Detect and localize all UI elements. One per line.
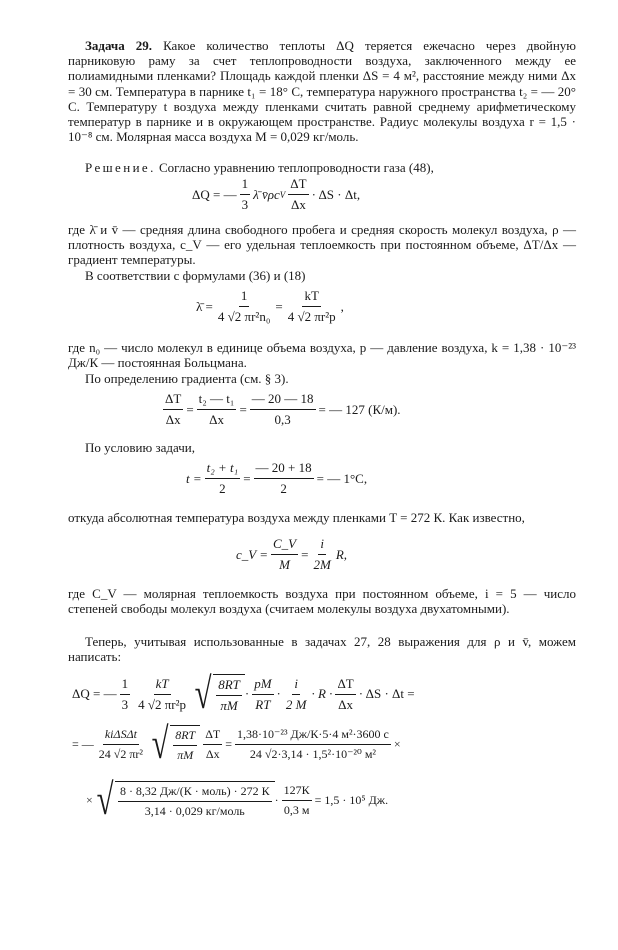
eq8-num-1: 127К [282, 783, 312, 801]
paragraph-2: В соответствии с формулами (36) и (18) [85, 268, 306, 283]
eq4-frac-1 [205, 460, 241, 497]
paragraph-8: Теперь, учитывая использованные в задачах 27, 28 выражения для ρ и v̄, можем написать: [68, 634, 576, 665]
eq2-num-1: 1 [239, 288, 250, 307]
eq7-rad-num: 8RT [173, 728, 197, 746]
eq3-rhs: = — 127 (К/м). [318, 401, 401, 417]
eq1-mid: λ̄ v̄ρc [253, 186, 280, 202]
eq5-num-1: C_V [271, 536, 298, 555]
equation-3 [160, 391, 401, 428]
eq2-frac-1 [216, 288, 272, 325]
equation-6 [72, 669, 415, 718]
eq7-rad-den: πM [177, 748, 194, 762]
eq4-frac-2 [254, 460, 314, 497]
eq4-rhs: = — 1°C, [316, 470, 368, 486]
eq8-lhs: × [86, 792, 93, 807]
equation-4 [186, 460, 367, 497]
eq5-den-2: 2M [313, 557, 331, 572]
eq2-equals: = [275, 298, 283, 314]
eq5-frac-1 [271, 536, 298, 573]
eq6-frac-2 [136, 676, 188, 713]
eq2-den-2: 4 √2 πr²p [287, 309, 336, 324]
eq6-num-1: 1 [120, 676, 131, 695]
paragraph-4: По определению градиента (см. § 3). [85, 371, 289, 386]
eq7-rhs: × [393, 736, 401, 751]
solution-intro-text: Согласно уравнению теплопроводности газа (48), [159, 160, 434, 175]
paragraph-7: где C_V — молярная теплоемкость воздуха при постоянном объеме, i = 5 — число степеней свободы молекул воздуха (считаем молекулы воздуха двухатомными). [68, 586, 576, 617]
eq8-dot: · [274, 792, 279, 807]
eq1-frac-2 [288, 176, 308, 213]
eq5-eq: = [301, 546, 309, 562]
eq8-frac-1 [282, 783, 312, 818]
eq1-frac-1 [240, 176, 251, 213]
eq6-den-3: RT [255, 696, 271, 712]
problem-paragraph [68, 38, 576, 144]
eq7-rad-frac [173, 728, 197, 763]
eq7-den-2: Δx [205, 746, 220, 761]
eq5-rhs: R, [335, 546, 348, 562]
eq7-radical: √ $\frac{8RT}{\pi M}$ [148, 724, 200, 764]
eq5-den-1: M [279, 557, 290, 572]
eq6-rhs: · ΔS · Δt = [358, 686, 415, 701]
eq8-rad-num: 8 · 8,32 Дж/(К · моль) · 272 К [118, 784, 272, 802]
eq8-rad-den: 3,14 · 0,029 кг/моль [144, 804, 245, 818]
eq1-den-2: Δx [290, 197, 306, 212]
eq7-den-3: 24 √2·3,14 · 1,5²·10⁻²⁰ м² [249, 746, 377, 761]
paragraph-3: где n₀ — число молекул в единице объема воздуха, p — давление воздуха, k = 1,38 · 10⁻²³ Дж/К — постоянная Больцмана. [68, 340, 576, 371]
eq2-den-1: 4 √2 πr²n₀ [217, 309, 271, 324]
eq3-frac-2 [197, 391, 237, 428]
eq7-den-1: 24 √2 πr² [98, 746, 144, 761]
eq3-eq-1: = [186, 401, 194, 417]
eq6-frac-3 [252, 676, 273, 713]
problem-text: Какое количество теплоты ΔQ теряется ежечасно через двойную парниковую раму за счет теплопроводности воздуха, заключенного между ее полиамидными пленками? Площадь каждой пленки ΔS = 4 м², расстояние между ними Δx = 30 см. Температура в парнике t₁ = 18° C, температура наружного пространства t₂ = — 20° C. Температуру t воздуха между пленками считать равной среднему арифметическому температур в парнике и в окружающем пространстве. Радиус молекулы воздуха r = 1,5 · 10⁻⁸ см. Молярная масса воздуха M = 0,029 кг/моль. [68, 38, 577, 145]
eq2-end: , [340, 298, 344, 314]
eq3-frac-3 [250, 391, 316, 428]
eq7-num-3: 1,38·10⁻²³ Дж/К·5·4 м²·3600 с [235, 727, 391, 745]
eq6-den-5: Δx [338, 696, 354, 712]
eq8-den-1: 0,3 м [283, 802, 310, 817]
paragraph-5: По условию задачи, [85, 440, 195, 455]
eq3-eq-2: = [239, 401, 247, 417]
eq6-dot-1: · [244, 686, 250, 701]
eq7-frac-2 [203, 727, 222, 762]
eq3-num-3: — 20 — 18 [250, 391, 316, 410]
eq6-rad-num: 8RT [216, 677, 242, 696]
eq7-lhs: = — [72, 736, 94, 751]
eq6-num-5: ΔT [335, 676, 355, 695]
eq4-den-1: 2 [219, 481, 226, 496]
eq7-eq: = [225, 736, 233, 751]
eq6-mid: · R · [311, 686, 333, 701]
eq7-frac-1 [97, 727, 145, 762]
eq3-den-2: Δx [209, 412, 224, 427]
eq2-lhs: λ̄ = [196, 298, 213, 314]
eq6-den-4: 2 M [285, 696, 307, 712]
eq7-num-1: kiΔSΔt [103, 727, 139, 745]
eq1-num-1: 1 [240, 176, 251, 195]
eq2-num-2: kT [302, 288, 320, 307]
eq6-dot-2: · [276, 686, 281, 701]
eq7-num-2: ΔT [203, 727, 222, 745]
eq8-rhs: = 1,5 · 10⁵ Дж. [314, 792, 389, 807]
eq6-rad-den: πM [220, 698, 238, 713]
eq3-den-1: Δx [165, 412, 181, 427]
eq6-frac-4 [284, 676, 309, 713]
eq4-den-2: 2 [280, 481, 287, 496]
eq3-frac-1 [163, 391, 183, 428]
solution-label: Решение. [85, 160, 156, 175]
eq7-frac-3 [235, 727, 391, 762]
eq5-lhs: c_V = [236, 546, 268, 562]
eq1-num-2: ΔT [288, 176, 308, 195]
problem-label: Задача 29. [85, 38, 153, 53]
eq8-radical: √ $\frac{\text{8 · 8,32 Дж/(К · моль) · 272 К}}{\text{3,14 · 0,029 кг/моль}}$ [93, 780, 275, 820]
eq6-frac-1 [120, 676, 131, 713]
eq4-num-2: — 20 + 18 [254, 460, 314, 479]
eq1-den-1: 3 [241, 197, 249, 212]
eq1-sub: V [279, 189, 286, 200]
eq6-den-1: 3 [121, 696, 129, 712]
eq6-num-2: kT [154, 676, 171, 695]
eq3-num-2: t₂ — t₁ [197, 391, 237, 410]
eq4-num-1: t₂ + t₁ [205, 460, 241, 479]
eq5-frac-2 [311, 536, 332, 573]
eq6-num-3: pM [252, 676, 273, 695]
eq6-num-4: i [292, 676, 300, 695]
equation-8 [86, 775, 389, 824]
eq6-rad-frac [216, 677, 242, 714]
equation-2 [196, 288, 344, 325]
eq4-lhs: t = [186, 470, 202, 486]
solution-intro [68, 160, 576, 175]
paragraph-1: где λ̄ и v̄ — средняя длина свободного пробега и средняя скорость молекул воздуха, ρ — плотность воздуха, c_V — его удельная теплоемкость при постоянном объеме, ΔT/Δx — градиент температуры. [68, 222, 576, 268]
eq1-rhs: · ΔS · Δt, [311, 186, 361, 202]
eq8-rad-frac [118, 784, 272, 819]
eq3-den-3: 0,3 [274, 412, 291, 427]
eq6-den-2: 4 √2 πr²p [138, 696, 187, 712]
paragraph-6: откуда абсолютная температура воздуха между пленками T = 272 К. Как известно, [68, 510, 525, 525]
eq6-frac-5 [335, 676, 355, 713]
eq1-lhs: ΔQ = — [192, 186, 237, 202]
eq5-num-2: i [318, 536, 326, 555]
eq3-num-1: ΔT [163, 391, 183, 410]
eq6-radical: √ $\frac{8RT}{\pi M}$ [191, 674, 245, 714]
eq4-eq: = [243, 470, 251, 486]
equation-7 [72, 719, 401, 768]
eq2-frac-2 [286, 288, 338, 325]
eq6-lhs: ΔQ = — [72, 686, 117, 701]
equation-5 [236, 536, 347, 573]
equation-1 [192, 176, 360, 213]
